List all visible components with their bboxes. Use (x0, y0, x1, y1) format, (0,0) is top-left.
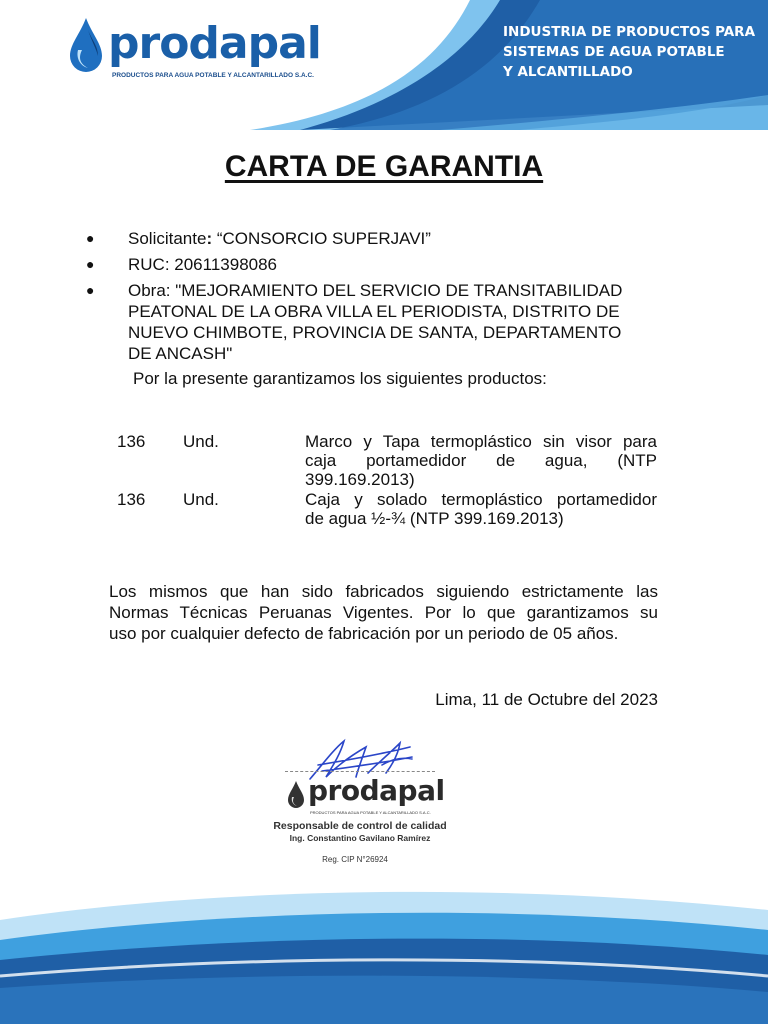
info-list (86, 228, 676, 364)
stamp-name: Ing. Constantino Gavilano Ramírez (289, 833, 431, 843)
stamp-logo (284, 774, 454, 822)
product-desc-line: de agua ½-¾ (NTP 399.169.2013) (305, 509, 564, 528)
product-description (305, 490, 657, 528)
stamp-role: Responsable de control de calidad (273, 820, 447, 832)
logo-wordmark: prodapal (108, 18, 321, 69)
stamp-wordmark: prodapal (308, 774, 445, 807)
footer-wave-band (0, 880, 768, 1024)
list-item-solicitante (86, 228, 676, 249)
stamp-tagline: PRODUCTOS PARA AGUA POTABLE Y ALCANTARILLADO S.A.C. (310, 810, 431, 815)
solicitante-value: “CONSORCIO SUPERJAVI” (216, 229, 431, 248)
bullet-icon: ● (86, 282, 95, 298)
product-unit: Und. (183, 432, 219, 451)
product-unit: Und. (183, 490, 219, 509)
closing-paragraph (109, 581, 658, 644)
solicitante-label: Solicitante (128, 229, 207, 248)
list-item-obra (86, 280, 676, 364)
solicitante-colon: : (206, 229, 217, 248)
obra-line: PEATONAL DE LA OBRA VILLA EL PERIODISTA, DISTRITO DE (128, 302, 620, 321)
ruc-text: RUC: 20611398086 (128, 255, 278, 274)
obra-line: DE ANCASH" (128, 344, 233, 363)
product-desc-line: Marco y Tapa termoplástico sin visor para (305, 432, 657, 451)
product-desc-line: Caja y solado termoplástico portamedidor (305, 490, 657, 509)
header-slogan (503, 22, 756, 82)
stamp-registration: Reg. CIP N°26924 (322, 855, 388, 864)
signature-line (285, 771, 435, 772)
document-title: CARTA DE GARANTIA (224, 150, 544, 183)
closing-line: Normas Técnicas Peruanas Vigentes. Por lo que garantizamos su (109, 603, 658, 622)
company-logo (66, 14, 326, 94)
bullet-icon: ● (86, 256, 95, 272)
water-drop-icon (66, 16, 106, 76)
list-item-ruc (86, 254, 676, 275)
slogan-line: INDUSTRIA DE PRODUCTOS PARA (503, 24, 756, 40)
obra-line: NUEVO CHIMBOTE, PROVINCIA DE SANTA, DEPARTAMENTO (128, 323, 622, 342)
product-desc-line: 399.169.2013) (305, 470, 415, 489)
closing-line: uso por cualquier defecto de fabricación por un periodo de 05 años. (109, 624, 619, 643)
date-line: Lima, 11 de Octubre del 2023 (435, 690, 658, 709)
product-desc-line: caja portamedidor de agua, (NTP (305, 451, 657, 470)
bullet-icon: ● (86, 230, 95, 246)
water-drop-icon (286, 780, 306, 810)
intro-text: Por la presente garantizamos los siguientes productos: (133, 369, 547, 388)
product-qty: 136 (117, 432, 146, 451)
product-qty: 136 (117, 490, 146, 509)
logo-tagline: PRODUCTOS PARA AGUA POTABLE Y ALCANTARILLADO S.A.C. (112, 72, 314, 79)
slogan-line: Y ALCANTILLADO (503, 64, 633, 80)
obra-line: Obra: "MEJORAMIENTO DEL SERVICIO DE TRANSITABILIDAD (128, 281, 623, 300)
closing-line: Los mismos que han sido fabricados siguiendo estrictamente las (109, 582, 658, 601)
slogan-line: SISTEMAS DE AGUA POTABLE (503, 44, 725, 60)
product-description (305, 432, 657, 489)
